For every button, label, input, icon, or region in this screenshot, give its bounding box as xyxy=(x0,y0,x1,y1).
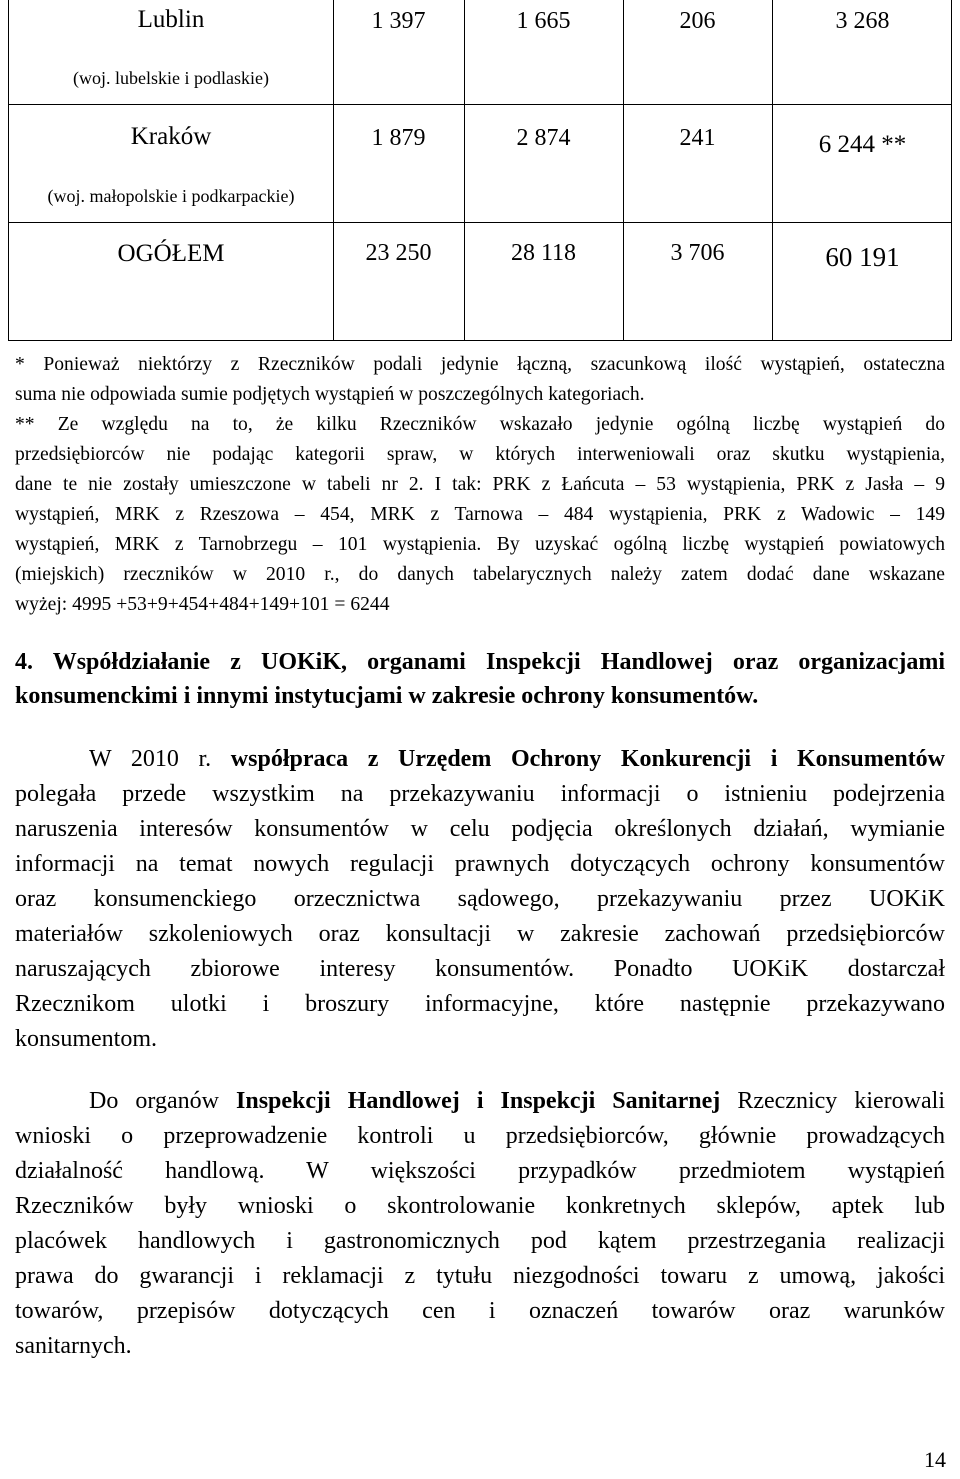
footnote-line: suma nie odpowiada sumie podjętych wystąpień w poszczególnych kategoriach. xyxy=(15,384,645,405)
paragraph-line: naruszenia interesów konsumentów w celu podjęcia określonych działań, wymianie xyxy=(15,816,945,842)
table-cell-value: 3 706 xyxy=(670,240,725,266)
table-cell-value: 1 397 xyxy=(371,8,426,34)
table-column-divider xyxy=(464,0,465,340)
table-cell-city: Kraków xyxy=(130,123,212,150)
heading-line: konsumenckimi i innymi instytucjami w zakresie ochrony konsumentów. xyxy=(15,683,759,709)
table-cell-value: 23 250 xyxy=(365,240,432,266)
paragraph-lead: Do organów xyxy=(89,1088,219,1114)
table-cell-value: 28 118 xyxy=(510,240,577,266)
paragraph-line: oraz konsumenckiego orzecznictwa sądowego, przekazywaniu przez UOKiK xyxy=(15,886,945,912)
table-cell-total-label: OGÓŁEM xyxy=(117,240,225,267)
paragraph-emphasis: współpraca z Urzędem Ochrony Konkurencji i Konsumentów xyxy=(230,746,946,772)
footnote-1 xyxy=(15,350,945,410)
table-cell-region: (woj. lubelskie i podlaskie) xyxy=(73,68,269,88)
paragraph-line: polegała przede wszystkim na przekazywaniu informacji o istnieniu podejrzenia xyxy=(15,781,945,807)
paragraph-uokik xyxy=(15,742,945,1057)
table-cell-value: 1 665 xyxy=(516,8,571,34)
paragraph-inspections xyxy=(15,1084,945,1364)
table-cell-value: 241 xyxy=(679,125,716,151)
footnote-line: * Ponieważ niektórzy z Rzeczników podali jedynie łączną, szacunkową ilość wystąpień, ostateczna xyxy=(15,354,945,375)
table-cell-grand-total: 60 191 xyxy=(825,242,900,272)
footnote-line: ** Ze względu na to, że kilku Rzeczników wskazało jedynie ogólną liczbę wystąpień do xyxy=(15,414,945,435)
section-heading xyxy=(15,645,945,713)
table-cell-total: 3 268 xyxy=(835,8,890,34)
paragraph-line: naruszających zbiorowe interesy konsumentów. Ponadto UOKiK dostarczał xyxy=(15,956,945,982)
paragraph-line: placówek handlowych i gastronomicznych pod kątem przestrzegania realizacji xyxy=(15,1228,945,1254)
paragraph-line xyxy=(15,1084,945,1119)
table-row-divider xyxy=(9,222,951,223)
footnote-line: (miejskich) rzeczników w 2010 r., do danych tabelarycznych należy zatem dodać dane wskazane xyxy=(15,564,945,585)
paragraph-line xyxy=(15,742,945,777)
table-cell-value: 1 879 xyxy=(371,125,426,151)
table-cell-value: 2 874 xyxy=(516,125,571,151)
table-column-divider xyxy=(623,0,624,340)
table-cell-region: (woj. małopolskie i podkarpackie) xyxy=(47,186,295,206)
page-number: 14 xyxy=(924,1447,946,1472)
table-row-divider xyxy=(9,104,951,105)
table-cell-value: 206 xyxy=(679,8,716,34)
table-column-divider xyxy=(772,0,773,340)
footnote-line: wystąpień, MRK z Rzeszowa – 454, MRK z Tarnowa – 484 wystąpienia, PRK z Wadowic – 149 xyxy=(15,504,945,525)
table-cell-total: 6 244 ** xyxy=(818,131,907,158)
paragraph-line: towarów, przepisów dotyczących cen i oznaczeń towarów oraz warunków xyxy=(15,1298,945,1324)
heading-line: 4. Współdziałanie z UOKiK, organami Inspekcji Handlowej oraz organizacjami xyxy=(15,649,945,675)
paragraph-line: informacji na temat nowych regulacji prawnych dotyczących ochrony konsumentów xyxy=(15,851,945,877)
paragraph-line: prawa do gwarancji i reklamacji z tytułu niezgodności towaru z umową, jakości xyxy=(15,1263,945,1289)
paragraph-rest: Rzecznicy kierowali xyxy=(737,1088,945,1114)
footnote-line: przedsiębiorców nie podając kategorii spraw, w których interweniowali oraz skutku wystąpienia, xyxy=(15,444,945,465)
paragraph-line: działalność handlową. W większości przypadków przedmiotem wystąpień xyxy=(15,1158,945,1184)
table-column-divider xyxy=(333,0,334,340)
paragraph-line: Rzeczników były wnioski o skontrolowanie konkretnych sklepów, aptek lub xyxy=(15,1193,945,1219)
table-cell-city: Lublin xyxy=(137,6,205,33)
footnote-line: wystąpień, MRK z Tarnobrzegu – 101 wystąpienia. By uzyskać ogólną liczbę wystąpień powiatowych xyxy=(15,534,945,555)
paragraph-line: materiałów szkoleniowych oraz konsultacji w zakresie zachowań przedsiębiorców xyxy=(15,921,945,947)
paragraph-lead: W 2010 r. xyxy=(89,746,212,772)
footnote-2 xyxy=(15,410,945,620)
footnote-line: dane te nie zostały umieszczone w tabeli nr 2. I tak: PRK z Łańcuta – 53 wystąpienia, PRK z Jasła – 9 xyxy=(15,474,945,495)
footnote-line: wyżej: 4995 +53+9+454+484+149+101 = 6244 xyxy=(15,594,390,615)
paragraph-line: Rzecznikom ulotki i broszury informacyjne, które następnie przekazywano xyxy=(15,991,945,1017)
paragraph-line: sanitarnych. xyxy=(15,1333,132,1359)
paragraph-line: wnioski o przeprowadzenie kontroli u przedsiębiorców, głównie prowadzących xyxy=(15,1123,945,1149)
statistics-table xyxy=(8,0,952,341)
paragraph-emphasis: Inspekcji Handlowej i Inspekcji Sanitarnej xyxy=(236,1088,721,1114)
paragraph-line: konsumentom. xyxy=(15,1026,157,1052)
